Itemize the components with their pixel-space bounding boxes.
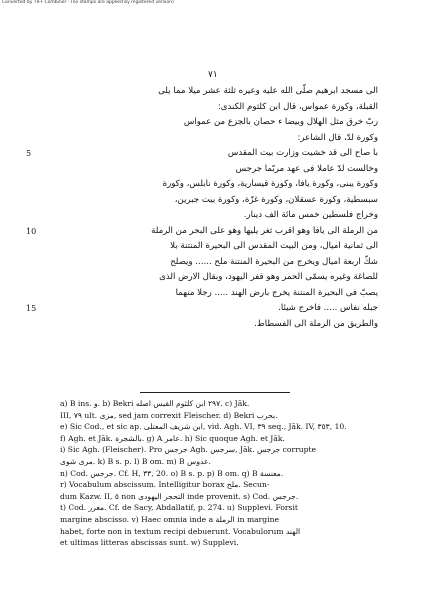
line-text: وخراج فلسطين خمس مائة الف دينار. — [243, 210, 378, 220]
text-line — [26, 224, 378, 240]
text-line — [60, 317, 378, 333]
text-line — [60, 131, 378, 147]
text-line — [26, 301, 378, 317]
footnote-line: f) Agh. et Jāk. بالشجرة. g) A عامر. h) Sic quoque Agh. et Jāk. — [60, 433, 285, 443]
line-number: 5 — [26, 149, 32, 158]
line-text: وكورة يبنى، وكورة يافا، وكورة قيسارية، وكورة نابلس، وكورة — [162, 179, 378, 189]
line-text: وخالست لدّ عاملا فى عهد مربّما جرجس — [235, 163, 378, 174]
page-number: ٧١ — [208, 70, 218, 80]
text-line — [60, 270, 378, 286]
text-line — [60, 239, 378, 255]
line-text: سبسطية، وكورة عسقلان، وكورة غزّة، وكورة بيت جبرين، — [174, 194, 378, 205]
line-text: للصاغة وغيره يسمّى الحمر وهو قفر اليهود، وبقال الارض الذى — [159, 272, 378, 282]
footnote-line: III, ٧٩ ult. مزى, sed jam correxit Fleischer. d) Bekri بحرب. — [60, 410, 278, 420]
footnote-line: i) Sic Agh. (Fleischer). Pro جرجس Agh. سرجس, Jāk. جرجس corrupte — [60, 445, 317, 455]
line-text: با صاح الى قد خشيت وزارت بيت المقدس — [227, 148, 378, 158]
line-text: الى ثمانية اميال، ومن البيت المقدس الى البحيرة المنتنة بلا — [170, 241, 378, 251]
arabic-text-block — [26, 84, 378, 332]
text-line — [60, 100, 378, 116]
text-line — [26, 146, 378, 162]
line-text: القبلة، وكورة عمواس، قال ابن كلثوم الكندى: — [217, 101, 378, 112]
converter-banner: Converted by TIFF Combiner - (no stamps are applied by registered version) — [2, 0, 174, 5]
footnotes-block — [60, 398, 380, 549]
footnote-line: مرى شوى. k) B s. p. l) B om. m) B عدوس. — [60, 456, 211, 466]
footnote-line: e) Sic Cod., et sic ap. ابن شريف المعتلى, vid. Agh. VI, ٣٩ seq., Jāk. IV, ٣٥٣, 10. — [60, 422, 347, 432]
text-line — [60, 286, 378, 302]
line-text: والطريق من الرملة الى الفسطاط. — [254, 318, 378, 329]
line-text: جبله نفاس ..... فاخرج شيئا. — [278, 303, 378, 313]
line-number: 15 — [26, 304, 37, 313]
footnote-line: et ultimas litteras abscissas sunt. w) Supplevi. — [60, 538, 239, 548]
footnote-line: dum Kazw. II, ٥ non التحجر اليهودى inde provenit. s) Cod. جرجس. — [60, 491, 299, 501]
text-line — [60, 162, 378, 178]
text-line — [60, 193, 378, 209]
line-text: يصبّ فى البحيرة المنتنة يخرج بارض الهند ..... رجلا منهما — [175, 287, 378, 298]
line-text: من الرملة الى يافا وهو اقرب ثغر يليها وهو على البحر من الرملة — [151, 225, 378, 236]
text-line — [60, 115, 378, 131]
footnote-line: n) Cod. جرجس. Cf. H, ٣٣, 20. o) B s. p. p) B om. q) B معنسة. — [60, 468, 284, 478]
line-text: وكورة لدّ، قال الشاعر: — [297, 132, 378, 143]
footnote-line: margine abscisso. v) Haec omnia inde a الرملة in margine — [60, 514, 279, 524]
footnote-divider — [140, 392, 290, 393]
footnote-line: a) B ins. و. b) Bekri ٢٩٧ ابن كلثوم القيس اصله. c) Jāk. — [60, 399, 250, 408]
line-text: الى مسجد ابرهيم صلّى الله عليه وعيره ثلثة عشر ميلا مما يلى — [158, 86, 378, 96]
text-line — [60, 177, 378, 193]
line-text: شكّ اربعة اميال ويخرج من البحيرة المنتنة ملح ...... ويصلح — [170, 256, 378, 267]
text-line — [60, 208, 378, 224]
footnote-line: r) Vocabulum abscissum. Intelligitur borax ملح. Secun- — [60, 480, 270, 490]
footnote-line: t) Cod. معرر. Cf. de Sacy, Abdallatif, p. 274. u) Supplevi. Forsit — [60, 503, 298, 513]
text-line — [60, 255, 378, 271]
line-text: ربّ خرق مثل الهلال وبيضا ء حصان بالجزع من عمواس — [183, 117, 378, 127]
footnote-line: habet, forte non in textum recipi debuerunt. Vocabulorum الهند — [60, 526, 301, 536]
text-line — [60, 84, 378, 100]
line-number: 10 — [26, 226, 37, 236]
